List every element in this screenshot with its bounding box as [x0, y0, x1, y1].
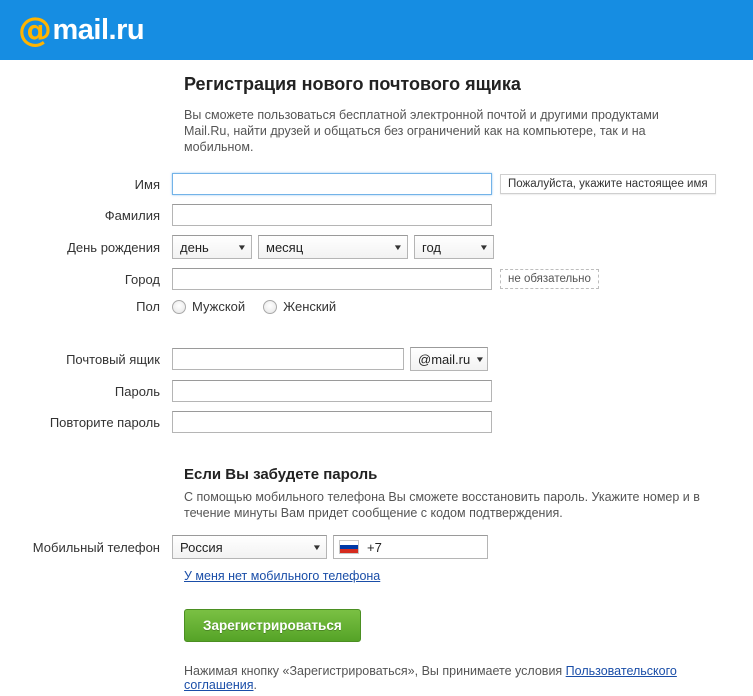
birthday-month-value: месяц — [266, 239, 304, 255]
phone-country-select[interactable] — [172, 535, 327, 559]
row-city — [0, 268, 753, 290]
registration-content — [0, 60, 753, 692]
gender-options — [172, 299, 354, 314]
birthday-day-select[interactable] — [172, 235, 252, 259]
password-label: Пароль — [114, 383, 160, 399]
last-name-input[interactable] — [172, 204, 492, 226]
mailru-logo[interactable] — [18, 10, 145, 50]
row-phone — [0, 535, 753, 559]
birthday-year-value: год — [422, 239, 441, 255]
agreement-suffix: . — [253, 678, 257, 692]
chevron-down-icon: ▼ — [478, 242, 490, 252]
no-phone-link[interactable]: У меня нет мобильного телефона — [184, 569, 381, 583]
birthday-day-value: день — [180, 239, 209, 255]
no-phone-row — [0, 568, 753, 583]
chevron-down-icon: ▼ — [475, 354, 486, 364]
row-last-name — [0, 204, 753, 226]
city-input[interactable] — [172, 268, 492, 290]
gender-female-label[interactable]: Женский — [283, 299, 337, 314]
first-name-tooltip: Пожалуйста, укажите настоящее имя — [500, 174, 716, 194]
city-label: Город — [124, 271, 160, 287]
site-header — [0, 0, 753, 60]
row-first-name — [0, 173, 753, 195]
birthday-label: День рождения — [67, 239, 160, 255]
gender-label: Пол — [136, 299, 160, 314]
row-birthday — [0, 235, 753, 259]
row-gender — [0, 299, 753, 314]
page-intro: Вы сможете пользоваться бесплатной электронной почтой и другими продуктами Mail.Ru, найти друзей и общаться без ограничений как на компьютере, так и на мобильном. — [184, 108, 659, 154]
phone-country-value: Россия — [180, 539, 223, 555]
mailbox-input[interactable] — [172, 348, 404, 370]
agreement-prefix: Нажимая кнопку «Зарегистрироваться», Вы принимаете условия — [184, 664, 566, 678]
recovery-title: Если Вы забудете пароль — [184, 466, 378, 483]
row-password — [0, 380, 753, 402]
section-spacer-2 — [0, 442, 753, 466]
section-spacer — [0, 323, 753, 347]
chevron-down-icon: ▼ — [392, 242, 404, 252]
phone-number-input[interactable] — [365, 539, 469, 556]
chevron-down-icon: ▼ — [311, 542, 323, 552]
birthday-month-select[interactable] — [258, 235, 408, 259]
row-mailbox — [0, 347, 753, 371]
city-hint: не обязательно — [500, 269, 599, 289]
last-name-label: Фамилия — [104, 207, 160, 223]
gender-male-label[interactable]: Мужской — [192, 299, 246, 314]
russia-flag-icon — [339, 540, 359, 554]
mailbox-domain-select[interactable] — [410, 347, 488, 371]
password-repeat-input[interactable] — [172, 411, 492, 433]
phone-label: Мобильный телефон — [32, 539, 160, 555]
page-title: Регистрация нового почтового ящика — [184, 74, 521, 94]
birthday-year-select[interactable] — [414, 235, 494, 259]
at-sign-icon: @ — [18, 10, 52, 50]
user-agreement-link[interactable]: Пользовательского соглашения — [184, 664, 677, 692]
recovery-text: С помощью мобильного телефона Вы сможете восстановить пароль. Укажите номер и в течение минуты Вам придет сообщение с кодом подтверждения. — [184, 490, 700, 520]
password-input[interactable] — [172, 380, 492, 402]
gender-female-radio[interactable] — [263, 300, 277, 314]
submit-row — [0, 609, 753, 642]
phone-input-group — [333, 535, 488, 559]
mailbox-domain-value: @mail.ru — [418, 351, 471, 367]
gender-male-radio[interactable] — [172, 300, 186, 314]
row-password-repeat — [0, 411, 753, 433]
chevron-down-icon: ▼ — [236, 242, 248, 252]
first-name-label: Имя — [134, 176, 160, 192]
first-name-input[interactable] — [172, 173, 492, 195]
agreement-text — [0, 664, 753, 692]
register-button[interactable]: Зарегистрироваться — [184, 609, 361, 642]
logo-text: mail.ru — [52, 13, 145, 46]
password-repeat-label: Повторите пароль — [49, 414, 160, 430]
mailbox-label: Почтовый ящик — [66, 351, 160, 367]
